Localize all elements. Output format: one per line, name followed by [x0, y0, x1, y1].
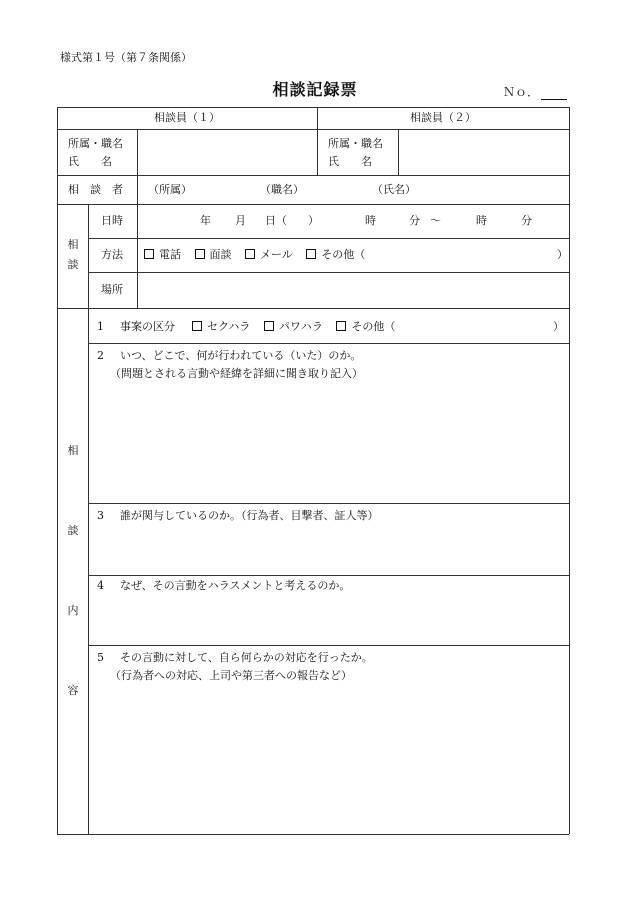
method-option-other[interactable]: その他（	[306, 248, 365, 261]
checkbox-icon[interactable]	[192, 321, 202, 331]
hour-end-unit: 時	[476, 214, 487, 227]
q1-number: 1	[97, 320, 104, 333]
staff-1-header: 相談員（１）	[154, 111, 220, 124]
method-other-close: ）	[557, 248, 568, 261]
q3-answer-area[interactable]	[90, 527, 568, 574]
q3-question	[97, 509, 379, 523]
q2-answer-area[interactable]	[90, 385, 568, 502]
hour-start-unit: 時	[365, 214, 376, 227]
q1-option-sexual-harassment[interactable]: セクハラ	[192, 320, 250, 333]
q5-text: その言動に対して、自ら何らかの対応を行ったか。	[120, 651, 373, 664]
method-option-phone[interactable]: 電話	[144, 248, 181, 261]
document-number	[503, 83, 567, 100]
staff-2-affiliation-label: 所属・職名	[328, 137, 383, 150]
checkbox-icon[interactable]	[264, 321, 274, 331]
page-title: 相談記録票	[272, 80, 358, 99]
q1-label: 事案の区分	[120, 320, 175, 333]
staff-2-input[interactable]	[400, 131, 568, 174]
q5-question	[97, 651, 373, 665]
method-options	[144, 248, 365, 262]
method-label: 方法	[101, 248, 123, 261]
document-number-label: Ｎｏ．	[503, 85, 540, 99]
q3-text: 誰が関与しているのか。（行為者、目撃者、証人等）	[120, 509, 379, 522]
content-group-label-4: 容	[67, 684, 79, 697]
place-input[interactable]	[139, 274, 568, 307]
q3-number: 3	[97, 509, 104, 522]
month-unit: 月	[235, 214, 246, 227]
place-label: 場所	[101, 283, 123, 296]
checkbox-icon[interactable]	[306, 249, 316, 259]
document-number-field[interactable]	[541, 87, 567, 100]
minute-end-unit: 分	[521, 214, 532, 227]
method-option-email[interactable]: メール	[245, 248, 293, 261]
q2-question	[97, 349, 361, 363]
q1-option-power-harassment[interactable]: パワハラ	[264, 320, 323, 333]
q1-option-other[interactable]: その他（	[336, 320, 395, 333]
consultation-group-char: 談	[67, 258, 79, 271]
q1-category	[97, 320, 395, 334]
q2-note: （問題とされる言動や経緯を詳細に聞き取り記入）	[110, 367, 363, 380]
time-range-tilde: ～	[430, 214, 441, 227]
content-group-label-1: 相	[67, 444, 79, 457]
content-group-label-3: 内	[67, 604, 79, 617]
checkbox-icon[interactable]	[144, 249, 154, 259]
staff-1-name-label: 氏 名	[68, 155, 112, 168]
q1-other-close: ）	[553, 320, 564, 333]
staff-2-name-label: 氏 名	[328, 155, 372, 168]
minute-start-unit: 分	[409, 214, 420, 227]
consulter-name-field[interactable]: （氏名）	[372, 183, 416, 196]
q5-number: 5	[97, 651, 104, 664]
q2-number: 2	[97, 349, 104, 362]
consultation-group-label	[63, 238, 83, 272]
q2-text: いつ、どこで、何が行われている（いた）のか。	[120, 349, 362, 362]
year-unit: 年	[200, 214, 211, 227]
consulter-position-field[interactable]: （職名）	[260, 183, 304, 196]
method-option-interview[interactable]: 面談	[195, 248, 232, 261]
form-id: 様式第１号（第７条関係）	[60, 51, 192, 64]
q5-note: （行為者への対応、上司や第三者への報告など）	[110, 669, 352, 682]
checkbox-icon[interactable]	[195, 249, 205, 259]
staff-1-affiliation-label: 所属・職名	[68, 137, 123, 150]
content-group-label-2: 談	[67, 524, 79, 537]
checkbox-icon[interactable]	[336, 321, 346, 331]
consultation-group-char: 相	[67, 238, 79, 251]
day-unit: 日（	[265, 214, 287, 227]
q4-answer-area[interactable]	[90, 597, 568, 644]
consulter-affiliation-field[interactable]: （所属）	[148, 183, 192, 196]
datetime-label: 日時	[101, 214, 123, 227]
q4-number: 4	[97, 579, 104, 592]
staff-1-input[interactable]	[139, 131, 316, 174]
q4-text: なぜ、その言動をハラスメントと考えるのか。	[120, 579, 351, 592]
weekday-close: ）	[308, 214, 319, 227]
checkbox-icon[interactable]	[245, 249, 255, 259]
q4-question	[97, 579, 350, 593]
staff-2-header: 相談員（２）	[410, 111, 476, 124]
q5-answer-area[interactable]	[90, 688, 568, 833]
consulter-label: 相 談 者	[68, 183, 123, 196]
